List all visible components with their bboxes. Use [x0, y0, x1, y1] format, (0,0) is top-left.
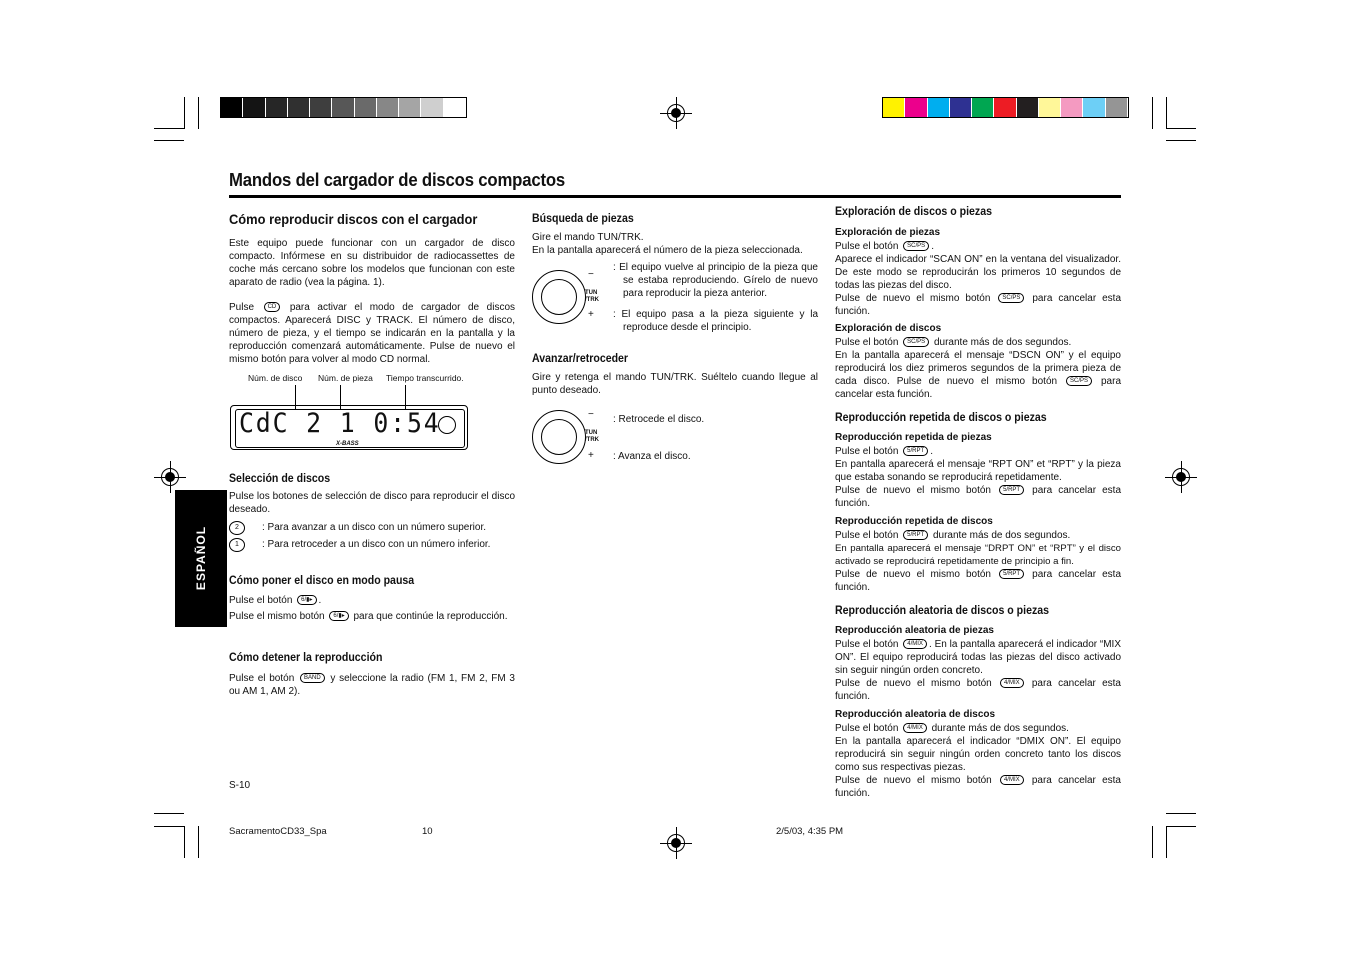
- band-button: BAND: [300, 673, 325, 683]
- search-text-2: En la pantalla aparecerá el número de la pieza seleccionada.: [532, 245, 803, 256]
- footer-page: 10: [422, 826, 433, 837]
- footer-date: 2/5/03, 4:35 PM: [776, 826, 844, 837]
- color-swatch: [421, 98, 442, 117]
- page-number: S-10: [229, 780, 251, 791]
- mix-button: 4/MIX: [903, 723, 927, 733]
- section-heading: Reproducción aleatoria de discos o piezas: [835, 605, 1050, 617]
- footer-filename: SacramentoCD33_Spa: [229, 826, 327, 837]
- section-heading: Cómo poner el disco en modo pausa: [229, 575, 415, 587]
- disc-down-button: 1: [229, 538, 245, 552]
- tun-trk-knob-icon: [532, 410, 586, 464]
- section-heading: Exploración de discos o piezas: [835, 206, 992, 218]
- color-swatch: [266, 98, 287, 117]
- search-plus-text: : El equipo pasa a la pieza siguiente y la reproduce desde el principio.: [613, 309, 818, 333]
- section-heading: Cómo detener la reproducción: [229, 652, 383, 664]
- color-bar: [882, 97, 1129, 118]
- label-track: Núm. de pieza: [318, 373, 373, 383]
- section-heading: Búsqueda de piezas: [532, 213, 634, 225]
- subheading: Reproducción repetida de discos: [835, 516, 993, 527]
- color-swatch: [994, 98, 1015, 117]
- grayscale-bar: [220, 97, 467, 118]
- pause-button: 6/▮▸: [329, 611, 348, 621]
- color-swatch: [399, 98, 420, 117]
- knob-label: TUN /TRK: [585, 290, 599, 303]
- color-swatch: [1061, 98, 1082, 117]
- scan-discs-text: Pulse el botón SC/PS durante más de dos segundos. En la pantalla aparecerá el mensaje “DSCN ON” y el equipo reproducirá los diez primeros segundos de la primera pieza de cada disco. Pulse de nuevo el mismo botón SC/PS para cancelar esta función.: [835, 337, 1122, 400]
- color-swatch: [310, 98, 331, 117]
- color-swatch: [221, 98, 242, 117]
- scan-button: SC/PS: [1066, 376, 1092, 386]
- lcd-display: [230, 405, 468, 450]
- mix-discs-text: Pulse el botón 4/MIX durante más de dos segundos. En la pantalla aparecerá el indicador “DMIX ON”. El equipo reproducirá sin seguir ningún orden concreto tanto los discos como sus respectivas piezas. Pulse de nuevo el mismo botón 4/MIX para cancelar esta función.: [835, 723, 1121, 799]
- selection-up-text: : Para avanzar a un disco con un número superior.: [262, 522, 487, 533]
- subheading: Reproducción aleatoria de discos: [835, 709, 996, 720]
- pause-button: 6/▮▸: [297, 595, 316, 605]
- repeat-button: 5/RPT: [903, 446, 928, 456]
- color-swatch: [905, 98, 926, 117]
- minus-icon: −: [588, 409, 594, 420]
- color-swatch: [243, 98, 264, 117]
- repeat-button: 5/RPT: [999, 485, 1024, 495]
- repeat-pieces-text: Pulse el botón 5/RPT . En pantalla aparecerá el mensaje “RPT ON” et “RPT” y la pieza que estaba sonando se reproducirá repetidamente. Pulse de nuevo el mismo botón 5/RPT para cancelar esta función.: [835, 446, 1122, 509]
- section-heading: Selección de discos: [229, 473, 331, 485]
- repeat-button: 5/RPT: [903, 530, 928, 540]
- color-swatch: [1039, 98, 1060, 117]
- label-disc: Núm. de disco: [248, 373, 303, 383]
- subheading: Exploración de discos: [835, 323, 942, 334]
- mix-button: 4/MIX: [903, 639, 927, 649]
- disc-up-button: 2: [229, 521, 245, 535]
- search-text-1: Gire el mando TUN/TRK.: [532, 232, 644, 243]
- color-swatch: [1017, 98, 1038, 117]
- xbass-label: X-BASS: [336, 441, 359, 447]
- plus-icon: +: [588, 309, 594, 320]
- repeat-button: 5/RPT: [999, 569, 1024, 579]
- color-swatch: [377, 98, 398, 117]
- scan-button: SC/PS: [903, 337, 929, 347]
- scan-button: SC/PS: [998, 293, 1024, 303]
- cd-instruction: Pulse CD para activar el modo de cargador de discos compactos. Aparecerá DISC y TRACK. El número de disco, número de pieza, y el tiempo se indicarán en la pantalla y la reproducción comenzará automáticamente. Pulse de nuevo el mismo botón para volver al modo CD normal.: [229, 302, 516, 365]
- subheading: Reproducción aleatoria de piezas: [835, 625, 994, 636]
- search-minus-text: : El equipo vuelve al principio de la pieza que se estaba reproduciendo. Gírelo de nuevo para reproducir la pieza anterior.: [613, 262, 818, 299]
- color-swatch: [444, 98, 465, 117]
- color-swatch: [288, 98, 309, 117]
- scan-pieces-text: Pulse el botón SC/PS . Aparece el indicador “SCAN ON” en la ventana del visualizador. De este modo se reproducirán los primeros 10 segundos de todas las piezas del disco. Pulse de nuevo el mismo botón SC/PS para cancelar esta función.: [835, 241, 1122, 317]
- color-swatch: [928, 98, 949, 117]
- page-title: Mandos del cargador de discos compactos: [229, 170, 566, 190]
- selection-down-text: : Para retroceder a un disco con un número inferior.: [262, 539, 491, 550]
- color-swatch: [1083, 98, 1104, 117]
- stop-text: Pulse el botón BAND y seleccione la radio (FM 1, FM 2, FM 3 ou AM 1, AM 2).: [229, 673, 515, 697]
- subheading: Exploración de piezas: [835, 227, 941, 238]
- language-tab: ESPAÑOL: [175, 490, 227, 627]
- intro-text: Este equipo puede funcionar con un cargador de disco compacto. Infórmese en su distribuidor de radiocassettes de coche más cercano sobre los modelos que funcionan con este aparato de radio (vea la página. 1).: [229, 238, 515, 288]
- scan-button: SC/PS: [903, 241, 929, 251]
- color-swatch: [883, 98, 904, 117]
- disc-icon: [438, 416, 456, 434]
- mix-button: 4/MIX: [1000, 775, 1024, 785]
- color-swatch: [950, 98, 971, 117]
- knob-label: TUN /TRK: [585, 430, 599, 443]
- lcd-readout: CdC 2 1 0:54: [239, 408, 441, 439]
- subheading: Reproducción repetida de piezas: [835, 432, 992, 443]
- plus-icon: +: [588, 450, 594, 461]
- label-time: Tiempo transcurrido.: [386, 373, 464, 383]
- ff-plus-text: : Avanza el disco.: [613, 451, 691, 462]
- section-heading: Reproducción repetida de discos o piezas: [835, 412, 1047, 424]
- mix-button: 4/MIX: [1000, 678, 1024, 688]
- section-heading: Avanzar/retroceder: [532, 353, 629, 365]
- ff-text: Gire y retenga el mando TUN/TRK. Suéltelo cuando llegue al punto deseado.: [532, 372, 818, 396]
- color-swatch: [332, 98, 353, 117]
- selection-text: Pulse los botones de selección de disco para reproducir el disco deseado.: [229, 491, 515, 515]
- cd-button: CD: [264, 302, 281, 312]
- pause-text-2: Pulse el mismo botón 6/▮▸ para que continúe la reproducción.: [229, 611, 508, 622]
- section-heading: Cómo reproducir discos con el cargador: [229, 211, 478, 227]
- ff-minus-text: : Retrocede el disco.: [613, 414, 705, 425]
- color-swatch: [1106, 98, 1127, 117]
- color-swatch: [972, 98, 993, 117]
- pause-text-1: Pulse el botón 6/▮▸ .: [229, 595, 322, 606]
- color-swatch: [355, 98, 376, 117]
- repeat-discs-text: Pulse el botón 5/RPT durante más de dos segundos. En pantalla aparecerá el mensaje “DRPT ON” et “RPT” y el disco activado se reproducirá repetidamente de principio a fin. Pulse de nuevo el mismo botón 5/RPT para cancelar esta función.: [835, 530, 1122, 593]
- title-rule: [229, 195, 1121, 198]
- minus-icon: −: [588, 269, 594, 280]
- mix-pieces-text: Pulse el botón 4/MIX . En la pantalla aparecerá el indicador “MIX ON”. El equipo reproducirá todas las piezas del disco activado sin seguir ningún orden concreto. Pulse de nuevo el mismo botón 4/MIX para cancelar esta función.: [835, 639, 1122, 702]
- tun-trk-knob-icon: [532, 270, 586, 324]
